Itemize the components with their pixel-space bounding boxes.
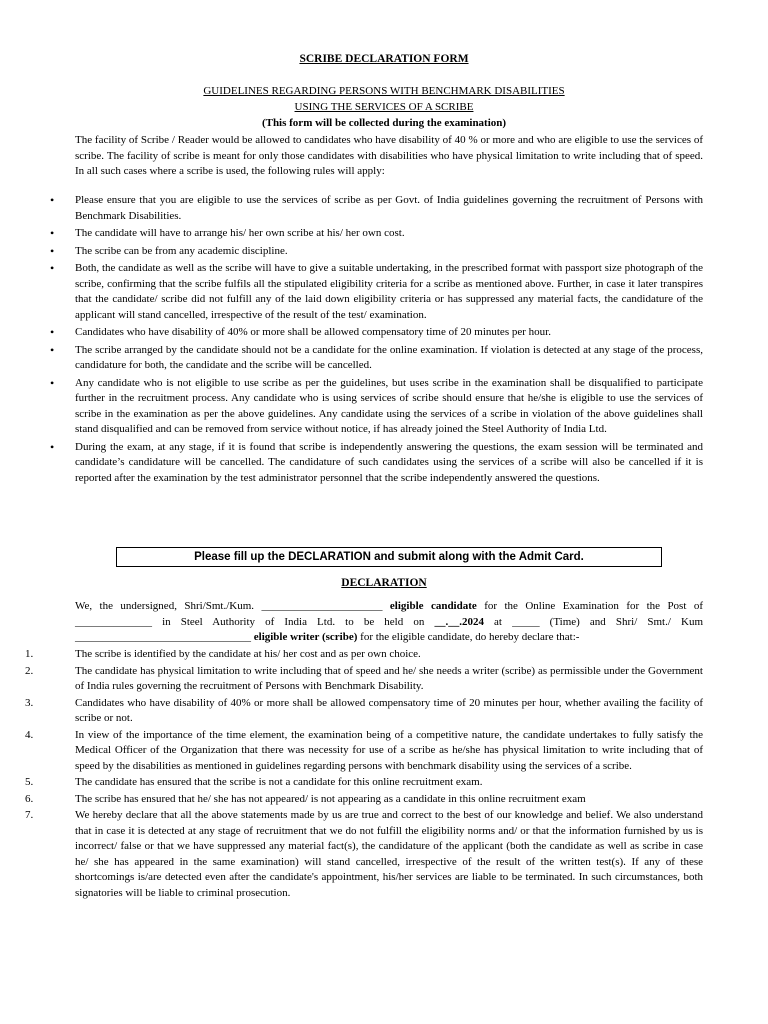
declaration-text: The scribe has ensured that he/ she has not appeared/ is not appearing as a candidate in this online recruitment exam [75,792,586,805]
declaration-text: In view of the importance of the time element, the examination being of a competitive nature, the candidate undertakes to fully satisfy the Medical Officer of the Organization that there was necessity for use of a scribe as he/she has physical limitation to write including that of speed by the disabilities as mentioned in guidelines regarding persons with benchmark disability using the services of a scribe. [75,728,703,772]
declaration-number: 3. [25,696,34,709]
guideline-text: Both, the candidate as well as the scribe will have to give a suitable undertaking, in the prescribed format with passport size photograph of the scribe, confirming that the scribe fulfils all the stipulated eligibility criteria for a scribe as mentioned above. Further, in case it later transpires that the candidate/ scribe did not fulfill any of the laid down eligibility criteria or has suppressed any material facts, the candidature of the applicant will stand cancelled, irrespective of the result of the test/ examination. [75,262,703,321]
bullet-icon: • [50,226,55,240]
guidelines-heading-line1: GUIDELINES REGARDING PERSONS WITH BENCHMARK DISABILITIES [203,85,565,97]
declaration-intro-text: at _____ (Time) and Shri/ Smt./ Kum ________________________________ [75,615,704,643]
declaration-number: 4. [25,728,34,741]
declaration-text: We hereby declare that all the above statements made by us are true and correct to the best of our knowledge and belief. We also understand that in case it is detected at any stage of recruitment that we do not fulfill the eligibility norms and/ or that the information furnished by us is incorrect/ false or that we have suppressed any material fact(s), the candidature of the applicant (both the candidate as well as scribe in case he/ she has appeared in the same examination) will stand cancelled, irrespective of the result of the written test(s). If any of these shortcomings is/are detected even after the candidate's appointment, his/her services are liable to be terminated. In such circumstances, both signatories will be liable to criminal prosecution. [75,809,703,899]
exam-date-blank: __.__.2024 [434,615,484,628]
collection-note: (This form will be collected during the examination) [261,117,507,129]
guideline-item [50,193,703,224]
bullet-icon: • [50,342,55,357]
declaration-number: 1. [25,648,34,660]
form-title: SCRIBE DECLARATION FORM [299,53,469,65]
guideline-text: Please ensure that you are eligible to use the services of scribe as per Govt. of India guidelines governing the recruitment of Persons with Benchmark Disabilities. [75,194,703,222]
guideline-text: The candidate will have to arrange his/ her own scribe at his/ her own cost. [75,227,405,239]
bullet-icon: • [50,439,55,454]
guideline-text: During the exam, at any stage, if it is found that scribe is independently answering the questions, the exam session will be terminated and candidate’s candidature will be cancelled. The candidature of such candidates using the services of a scribe will also be cancelled if it is reported after the examination by the test administrator personnel that the scribe independently answered the questions. [75,440,703,484]
declaration-intro-text: for the Online Examination for the Post of ______________ in Steel Authority of India Ltd. to be held on [75,600,703,628]
guideline-item [50,243,703,260]
bullet-icon: • [50,243,55,258]
guideline-text: The scribe can be from any academic discipline. [75,244,288,257]
submission-note-box: Please fill up the DECLARATION and submit along with the Admit Card. [116,547,662,567]
bullet-icon: • [50,325,55,339]
guideline-item [50,261,703,323]
guideline-text: The scribe arranged by the candidate should not be a candidate for the online examination. If violation is detected at any stage of the process, candidature for both, the candidate and the scribe will be cancelled. [75,343,703,371]
declaration-item [25,647,703,663]
declaration-item [25,696,703,727]
declaration-list [25,647,703,902]
guideline-item [50,325,703,341]
declaration-intro-text: We, the undersigned, Shri/Smt./Kum. ______________________ [75,600,390,612]
intro-paragraph: The facility of Scribe / Reader would be allowed to candidates who have disability of 40 % or more and who are eligible to use the services of scribe. The facility of scribe is meant for only those candidates with disabilities who have physical limitation to write including that of speed. In all such cases where a scribe is used, the following rules will apply: [75,134,703,177]
declaration-text: The candidate has physical limitation to write including that of speed and he/ she needs a writer (scribe) as permissible under the Government of India rules governing the recruitment of Persons with Benchmark Disability. [75,664,703,692]
declaration-intro-text: for the eligible candidate, do hereby declare that:- [357,631,580,643]
eligible-candidate-label: eligible candidate [389,600,477,612]
declaration-number: 5. [25,776,34,788]
guidelines-list [50,193,703,488]
declaration-number: 2. [25,664,34,677]
declaration-number: 6. [25,792,34,805]
declaration-item [25,728,703,775]
bullet-icon: • [50,193,55,207]
declaration-item [25,792,703,808]
declaration-text: Candidates who have disability of 40% or more shall be allowed compensatory time of 20 minutes per hour, whether availing the facility of scribe or not. [75,696,703,724]
declaration-intro [75,599,703,646]
guideline-text: Any candidate who is not eligible to use scribe as per the guidelines, but uses scribe in the examination shall be disqualified to participate further in the recruitment process. Any candidate who is using services of scribe should ensure that he/she is eligible to use the services of scribe in the examination as per the above guidelines. Any candidate using the services of a scribe in violation of the above guidelines shall stand disqualified and can be removed from service without notice, if has already joined the Steel Authority of India Ltd. [75,376,703,435]
declaration-text: The scribe is identified by the candidate at his/ her cost and as per own choice. [75,648,421,660]
eligible-writer-label: eligible writer (scribe) [253,631,358,643]
guideline-item [50,226,703,242]
declaration-text: The candidate has ensured that the scribe is not a candidate for this online recruitment exam. [75,776,483,788]
guidelines-heading-line2: USING THE SERVICES OF A SCRIBE [294,101,474,113]
guideline-item [50,375,703,438]
guideline-text: Candidates who have disability of 40% or more shall be allowed compensatory time of 20 minutes per hour. [75,326,551,338]
bullet-icon: • [50,375,55,390]
declaration-item [25,808,703,901]
declaration-number: 7. [25,809,34,821]
declaration-item [25,664,703,695]
declaration-item [25,775,703,791]
guideline-item [50,439,703,487]
guideline-item [50,342,703,374]
bullet-icon: • [50,261,55,275]
declaration-title: DECLARATION [341,577,427,589]
